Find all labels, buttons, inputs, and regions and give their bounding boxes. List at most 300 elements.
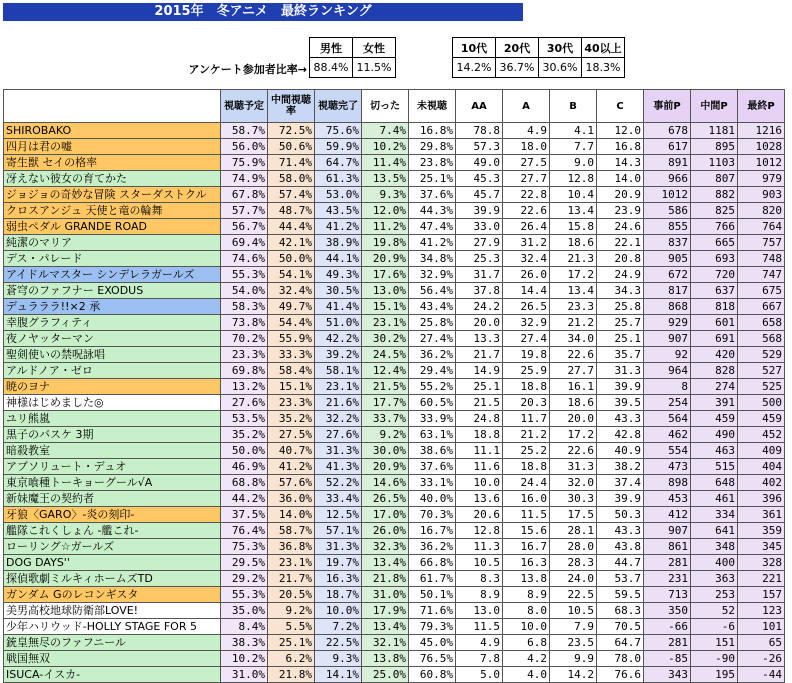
cell-mid-points: 828 xyxy=(691,363,738,379)
cell-mid-rate: 9.2% xyxy=(268,603,315,619)
cell-final-points: 500 xyxy=(738,395,785,411)
cell-a: 32.4 xyxy=(503,251,550,267)
cell-complete: 43.5% xyxy=(315,203,362,219)
table-row xyxy=(4,587,785,603)
cell-a: 25.2 xyxy=(503,443,550,459)
cell-c: 39.9 xyxy=(597,379,644,395)
cell-pre-points: 964 xyxy=(644,363,691,379)
table-row xyxy=(4,539,785,555)
cell-complete: 22.5% xyxy=(315,635,362,651)
cell-mid-rate: 25.1% xyxy=(268,635,315,651)
age-header-30s: 30代 xyxy=(539,38,582,58)
cell-mid-points: 641 xyxy=(691,523,738,539)
cell-dropped: 24.5% xyxy=(362,347,409,363)
cell-mid-rate: 58.4% xyxy=(268,363,315,379)
cell-b: 34.0 xyxy=(550,331,597,347)
cell-b: 27.7 xyxy=(550,363,597,379)
cell-final-points: 675 xyxy=(738,283,785,299)
cell-aa: 13.3 xyxy=(456,331,503,347)
cell-pre-points: 453 xyxy=(644,491,691,507)
cell-pre-points: 564 xyxy=(644,411,691,427)
cell-c: 43.3 xyxy=(597,523,644,539)
cell-aa: 31.7 xyxy=(456,267,503,283)
cell-mid-points: 601 xyxy=(691,315,738,331)
anime-title: デス・パレード xyxy=(4,251,221,267)
cell-unwatched: 16.7% xyxy=(409,523,456,539)
cell-mid-rate: 50.0% xyxy=(268,251,315,267)
cell-complete: 59.9% xyxy=(315,139,362,155)
cell-complete: 7.2% xyxy=(315,619,362,635)
cell-a: 4.9 xyxy=(503,123,550,139)
cell-c: 76.6 xyxy=(597,667,644,683)
anime-title: 弱虫ペダル GRANDE ROAD xyxy=(4,219,221,235)
cell-c: 39.5 xyxy=(597,395,644,411)
ranking-body xyxy=(4,123,785,683)
cell-pre-points: 929 xyxy=(644,315,691,331)
table-row xyxy=(4,315,785,331)
cell-dropped: 9.2% xyxy=(362,427,409,443)
age-value-30s: 30.6% xyxy=(539,58,582,78)
cell-aa: 24.2 xyxy=(456,299,503,315)
cell-dropped: 17.7% xyxy=(362,395,409,411)
gender-value-male: 88.4% xyxy=(310,58,353,78)
cell-c: 35.7 xyxy=(597,347,644,363)
column-header-complete: 視聴完了 xyxy=(315,90,362,123)
anime-title: アルドノア・ゼロ xyxy=(4,363,221,379)
anime-title: クロスアンジュ 天使と竜の輪舞 xyxy=(4,203,221,219)
cell-mid-points: 882 xyxy=(691,187,738,203)
cell-dropped: 30.0% xyxy=(362,443,409,459)
cell-a: 11.7 xyxy=(503,411,550,427)
cell-complete: 23.1% xyxy=(315,379,362,395)
gender-ratio-table xyxy=(309,37,396,78)
cell-plan: 69.4% xyxy=(221,235,268,251)
cell-a: 32.9 xyxy=(503,315,550,331)
cell-dropped: 21.5% xyxy=(362,379,409,395)
table-row xyxy=(4,123,785,139)
anime-title: 暁のヨナ xyxy=(4,379,221,395)
cell-pre-points: 868 xyxy=(644,299,691,315)
cell-a: 20.3 xyxy=(503,395,550,411)
cell-mid-points: 720 xyxy=(691,267,738,283)
cell-mid-rate: 41.2% xyxy=(268,459,315,475)
cell-plan: 13.2% xyxy=(221,379,268,395)
cell-b: 10.4 xyxy=(550,187,597,203)
age-value-40plus: 18.3% xyxy=(582,58,625,78)
cell-aa: 14.9 xyxy=(456,363,503,379)
gender-header-male: 男性 xyxy=(310,38,353,58)
cell-a: 31.2 xyxy=(503,235,550,251)
cell-unwatched: 50.1% xyxy=(409,587,456,603)
cell-pre-points: 350 xyxy=(644,603,691,619)
cell-final-points: 65 xyxy=(738,635,785,651)
cell-complete: 38.9% xyxy=(315,235,362,251)
gender-header-female: 女性 xyxy=(353,38,396,58)
cell-mid-rate: 58.0% xyxy=(268,171,315,187)
cell-c: 59.5 xyxy=(597,587,644,603)
cell-c: 24.6 xyxy=(597,219,644,235)
gender-value-female: 11.5% xyxy=(353,58,396,78)
cell-final-points: 764 xyxy=(738,219,785,235)
cell-mid-points: 151 xyxy=(691,635,738,651)
cell-pre-points: 8 xyxy=(644,379,691,395)
cell-dropped: 13.5% xyxy=(362,171,409,187)
cell-mid-points: 253 xyxy=(691,587,738,603)
cell-complete: 52.2% xyxy=(315,475,362,491)
table-row xyxy=(4,363,785,379)
cell-final-points: -26 xyxy=(738,651,785,667)
cell-a: 18.8 xyxy=(503,379,550,395)
cell-dropped: 10.2% xyxy=(362,139,409,155)
cell-c: 20.8 xyxy=(597,251,644,267)
cell-b: 9.0 xyxy=(550,155,597,171)
cell-mid-rate: 6.2% xyxy=(268,651,315,667)
cell-pre-points: 92 xyxy=(644,347,691,363)
anime-title: 艦隊これくしょん -艦これ- xyxy=(4,523,221,539)
cell-unwatched: 71.6% xyxy=(409,603,456,619)
cell-b: 7.9 xyxy=(550,619,597,635)
anime-title: 聖剣使いの禁呪詠唱 xyxy=(4,347,221,363)
cell-c: 42.8 xyxy=(597,427,644,443)
cell-a: 27.7 xyxy=(503,171,550,187)
cell-final-points: -44 xyxy=(738,667,785,683)
cell-dropped: 11.2% xyxy=(362,219,409,235)
cell-final-points: 1012 xyxy=(738,155,785,171)
cell-b: 7.7 xyxy=(550,139,597,155)
cell-final-points: 101 xyxy=(738,619,785,635)
cell-a: 4.2 xyxy=(503,651,550,667)
cell-dropped: 17.0% xyxy=(362,507,409,523)
cell-plan: 58.7% xyxy=(221,123,268,139)
cell-unwatched: 16.8% xyxy=(409,123,456,139)
cell-pre-points: 837 xyxy=(644,235,691,251)
anime-title: DOG DAYS'' xyxy=(4,555,221,571)
cell-final-points: 345 xyxy=(738,539,785,555)
cell-aa: 21.7 xyxy=(456,347,503,363)
anime-title: 牙狼〈GARO〉-炎の刻印- xyxy=(4,507,221,523)
cell-mid-rate: 23.1% xyxy=(268,555,315,571)
cell-mid-rate: 57.4% xyxy=(268,187,315,203)
cell-a: 8.0 xyxy=(503,603,550,619)
cell-b: 32.0 xyxy=(550,475,597,491)
cell-mid-rate: 72.5% xyxy=(268,123,315,139)
cell-dropped: 13.8% xyxy=(362,651,409,667)
cell-b: 16.1 xyxy=(550,379,597,395)
cell-final-points: 402 xyxy=(738,475,785,491)
table-row xyxy=(4,347,785,363)
cell-final-points: 328 xyxy=(738,555,785,571)
cell-b: 28.3 xyxy=(550,555,597,571)
cell-a: 22.6 xyxy=(503,203,550,219)
column-header-c: C xyxy=(597,90,644,123)
cell-pre-points: 672 xyxy=(644,267,691,283)
cell-final-points: 404 xyxy=(738,459,785,475)
cell-mid-points: 490 xyxy=(691,427,738,443)
cell-aa: 49.0 xyxy=(456,155,503,171)
cell-plan: 8.4% xyxy=(221,619,268,635)
cell-a: 4.0 xyxy=(503,667,550,683)
cell-a: 14.4 xyxy=(503,283,550,299)
cell-plan: 37.5% xyxy=(221,507,268,523)
anime-title: 寄生獣 セイの格率 xyxy=(4,155,221,171)
cell-dropped: 9.3% xyxy=(362,187,409,203)
cell-c: 23.9 xyxy=(597,203,644,219)
cell-b: 20.0 xyxy=(550,411,597,427)
cell-plan: 29.2% xyxy=(221,571,268,587)
cell-a: 16.0 xyxy=(503,491,550,507)
cell-unwatched: 70.3% xyxy=(409,507,456,523)
cell-mid-points: 648 xyxy=(691,475,738,491)
column-header-plan: 視聴予定 xyxy=(221,90,268,123)
cell-aa: 13.6 xyxy=(456,491,503,507)
cell-plan: 23.3% xyxy=(221,347,268,363)
cell-aa: 37.8 xyxy=(456,283,503,299)
cell-final-points: 527 xyxy=(738,363,785,379)
cell-mid-rate: 54.4% xyxy=(268,315,315,331)
cell-mid-points: 515 xyxy=(691,459,738,475)
cell-aa: 8.3 xyxy=(456,571,503,587)
anime-title: 神様はじめました◎ xyxy=(4,395,221,411)
cell-unwatched: 29.4% xyxy=(409,363,456,379)
cell-b: 17.2 xyxy=(550,427,597,443)
cell-dropped: 31.0% xyxy=(362,587,409,603)
cell-mid-rate: 21.8% xyxy=(268,667,315,683)
anime-title: ガンダム Gのレコンギスタ xyxy=(4,587,221,603)
table-row xyxy=(4,603,785,619)
cell-mid-points: 1181 xyxy=(691,123,738,139)
table-row xyxy=(4,443,785,459)
cell-dropped: 12.0% xyxy=(362,203,409,219)
cell-unwatched: 45.0% xyxy=(409,635,456,651)
cell-dropped: 20.9% xyxy=(362,459,409,475)
cell-c: 43.3 xyxy=(597,411,644,427)
cell-plan: 50.0% xyxy=(221,443,268,459)
cell-plan: 76.4% xyxy=(221,523,268,539)
cell-a: 26.5 xyxy=(503,299,550,315)
cell-mid-rate: 23.3% xyxy=(268,395,315,411)
cell-a: 16.3 xyxy=(503,555,550,571)
cell-pre-points: 861 xyxy=(644,539,691,555)
cell-a: 22.8 xyxy=(503,187,550,203)
cell-aa: 25.3 xyxy=(456,251,503,267)
cell-mid-rate: 36.8% xyxy=(268,539,315,555)
cell-complete: 10.0% xyxy=(315,603,362,619)
cell-mid-rate: 49.7% xyxy=(268,299,315,315)
page-title: 2015年 冬アニメ 最終ランキング xyxy=(3,3,523,21)
table-row xyxy=(4,667,785,683)
anime-title: アブソリュート・デュオ xyxy=(4,459,221,475)
cell-b: 23.3 xyxy=(550,299,597,315)
cell-c: 53.7 xyxy=(597,571,644,587)
cell-final-points: 221 xyxy=(738,571,785,587)
cell-pre-points: 473 xyxy=(644,459,691,475)
cell-plan: 58.3% xyxy=(221,299,268,315)
cell-aa: 11.1 xyxy=(456,443,503,459)
anime-title: 幸腹グラフィティ xyxy=(4,315,221,331)
cell-plan: 54.0% xyxy=(221,283,268,299)
table-row xyxy=(4,299,785,315)
cell-unwatched: 41.2% xyxy=(409,235,456,251)
cell-final-points: 658 xyxy=(738,315,785,331)
cell-unwatched: 27.4% xyxy=(409,331,456,347)
cell-c: 64.7 xyxy=(597,635,644,651)
cell-c: 50.3 xyxy=(597,507,644,523)
cell-dropped: 20.9% xyxy=(362,251,409,267)
cell-pre-points: 907 xyxy=(644,331,691,347)
cell-plan: 56.0% xyxy=(221,139,268,155)
cell-aa: 78.8 xyxy=(456,123,503,139)
cell-b: 17.2 xyxy=(550,267,597,283)
table-row xyxy=(4,619,785,635)
cell-a: 21.2 xyxy=(503,427,550,443)
anime-title: 新妹魔王の契約者 xyxy=(4,491,221,507)
table-row xyxy=(4,283,785,299)
cell-final-points: 748 xyxy=(738,251,785,267)
cell-unwatched: 33.1% xyxy=(409,475,456,491)
cell-pre-points: 343 xyxy=(644,667,691,683)
cell-c: 14.3 xyxy=(597,155,644,171)
cell-pre-points: -66 xyxy=(644,619,691,635)
cell-final-points: 1028 xyxy=(738,139,785,155)
cell-dropped: 12.4% xyxy=(362,363,409,379)
cell-c: 44.7 xyxy=(597,555,644,571)
cell-dropped: 32.1% xyxy=(362,635,409,651)
cell-c: 16.8 xyxy=(597,139,644,155)
column-header-title xyxy=(4,90,221,123)
cell-unwatched: 33.9% xyxy=(409,411,456,427)
cell-complete: 21.6% xyxy=(315,395,362,411)
cell-c: 14.0 xyxy=(597,171,644,187)
cell-final-points: 409 xyxy=(738,443,785,459)
cell-c: 68.3 xyxy=(597,603,644,619)
cell-unwatched: 40.0% xyxy=(409,491,456,507)
cell-mid-points: 895 xyxy=(691,139,738,155)
cell-b: 21.2 xyxy=(550,315,597,331)
cell-mid-points: 459 xyxy=(691,411,738,427)
cell-mid-rate: 44.4% xyxy=(268,219,315,235)
cell-mid-points: 691 xyxy=(691,331,738,347)
cell-final-points: 459 xyxy=(738,411,785,427)
cell-pre-points: 586 xyxy=(644,203,691,219)
cell-aa: 57.3 xyxy=(456,139,503,155)
cell-complete: 44.1% xyxy=(315,251,362,267)
cell-plan: 68.8% xyxy=(221,475,268,491)
cell-pre-points: 281 xyxy=(644,555,691,571)
cell-pre-points: 1012 xyxy=(644,187,691,203)
cell-complete: 58.1% xyxy=(315,363,362,379)
cell-b: 9.9 xyxy=(550,651,597,667)
cell-unwatched: 32.9% xyxy=(409,267,456,283)
cell-b: 13.4 xyxy=(550,203,597,219)
cell-a: 26.0 xyxy=(503,267,550,283)
cell-c: 34.3 xyxy=(597,283,644,299)
cell-dropped: 26.5% xyxy=(362,491,409,507)
cell-final-points: 1216 xyxy=(738,123,785,139)
cell-complete: 14.1% xyxy=(315,667,362,683)
cell-b: 21.3 xyxy=(550,251,597,267)
cell-plan: 70.2% xyxy=(221,331,268,347)
cell-plan: 27.6% xyxy=(221,395,268,411)
cell-aa: 27.9 xyxy=(456,235,503,251)
cell-b: 22.6 xyxy=(550,443,597,459)
cell-complete: 42.2% xyxy=(315,331,362,347)
cell-plan: 69.8% xyxy=(221,363,268,379)
cell-aa: 45.7 xyxy=(456,187,503,203)
cell-a: 24.4 xyxy=(503,475,550,491)
cell-aa: 13.0 xyxy=(456,603,503,619)
cell-mid-rate: 48.7% xyxy=(268,203,315,219)
cell-unwatched: 44.3% xyxy=(409,203,456,219)
cell-complete: 41.3% xyxy=(315,459,362,475)
cell-plan: 38.3% xyxy=(221,635,268,651)
cell-dropped: 13.0% xyxy=(362,283,409,299)
cell-plan: 46.9% xyxy=(221,459,268,475)
cell-unwatched: 29.8% xyxy=(409,139,456,155)
cell-final-points: 452 xyxy=(738,427,785,443)
cell-unwatched: 38.6% xyxy=(409,443,456,459)
cell-pre-points: 462 xyxy=(644,427,691,443)
cell-pre-points: 617 xyxy=(644,139,691,155)
cell-mid-points: 363 xyxy=(691,571,738,587)
cell-aa: 21.5 xyxy=(456,395,503,411)
cell-final-points: 667 xyxy=(738,299,785,315)
cell-complete: 27.6% xyxy=(315,427,362,443)
cell-dropped: 15.1% xyxy=(362,299,409,315)
cell-dropped: 14.6% xyxy=(362,475,409,491)
table-row xyxy=(4,219,785,235)
cell-final-points: 747 xyxy=(738,267,785,283)
cell-unwatched: 60.5% xyxy=(409,395,456,411)
cell-b: 22.5 xyxy=(550,587,597,603)
cell-mid-points: 391 xyxy=(691,395,738,411)
cell-c: 20.9 xyxy=(597,187,644,203)
cell-pre-points: 891 xyxy=(644,155,691,171)
cell-mid-rate: 21.7% xyxy=(268,571,315,587)
cell-plan: 75.9% xyxy=(221,155,268,171)
cell-mid-rate: 50.6% xyxy=(268,139,315,155)
cell-pre-points: 898 xyxy=(644,475,691,491)
cell-unwatched: 43.4% xyxy=(409,299,456,315)
cell-complete: 61.3% xyxy=(315,171,362,187)
cell-mid-rate: 32.4% xyxy=(268,283,315,299)
cell-unwatched: 79.3% xyxy=(409,619,456,635)
cell-complete: 75.6% xyxy=(315,123,362,139)
anime-title: 冴えない彼女の育てかた xyxy=(4,171,221,187)
cell-dropped: 30.2% xyxy=(362,331,409,347)
cell-c: 31.3 xyxy=(597,363,644,379)
cell-plan: 31.0% xyxy=(221,667,268,683)
cell-final-points: 359 xyxy=(738,523,785,539)
cell-mid-points: -6 xyxy=(691,619,738,635)
cell-c: 12.0 xyxy=(597,123,644,139)
table-row xyxy=(4,459,785,475)
column-header-dropped: 切った xyxy=(362,90,409,123)
anime-title: 黒子のバスケ 3期 xyxy=(4,427,221,443)
cell-pre-points: 281 xyxy=(644,635,691,651)
cell-dropped: 7.4% xyxy=(362,123,409,139)
cell-mid-points: 52 xyxy=(691,603,738,619)
cell-pre-points: 817 xyxy=(644,283,691,299)
cell-plan: 55.3% xyxy=(221,587,268,603)
anime-title: ISUCA-イスカ- xyxy=(4,667,221,683)
table-row xyxy=(4,507,785,523)
cell-complete: 41.2% xyxy=(315,219,362,235)
cell-mid-points: 637 xyxy=(691,283,738,299)
cell-complete: 57.1% xyxy=(315,523,362,539)
cell-c: 40.9 xyxy=(597,443,644,459)
cell-complete: 31.3% xyxy=(315,443,362,459)
cell-a: 6.8 xyxy=(503,635,550,651)
